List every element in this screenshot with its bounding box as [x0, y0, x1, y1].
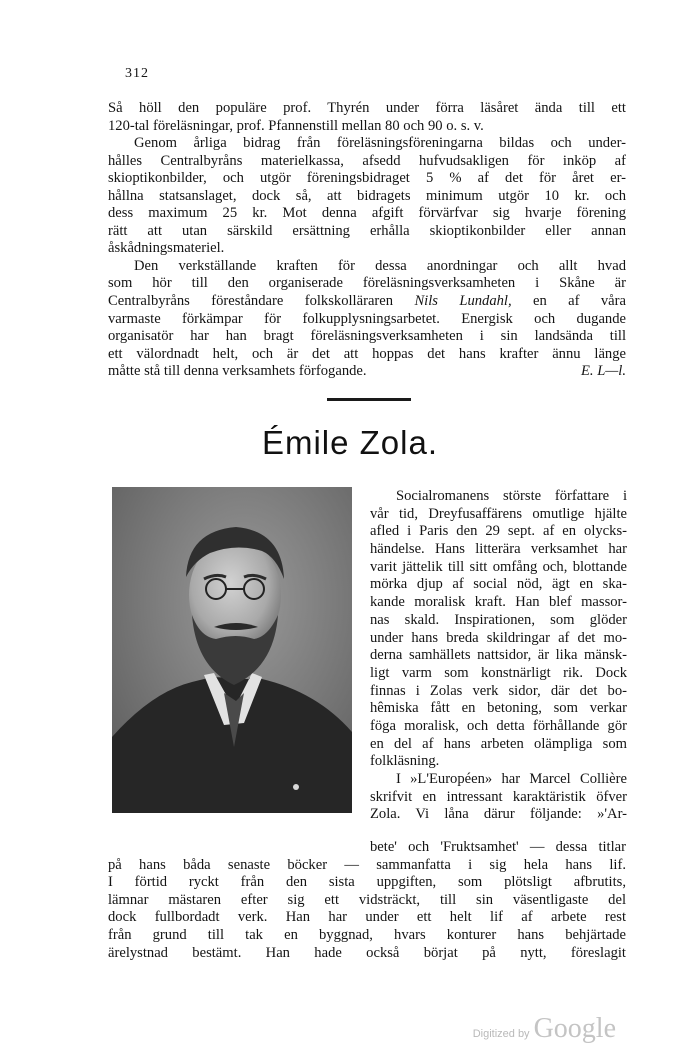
- section-divider: [327, 398, 411, 401]
- text-line: skrifvit en intressant karaktäristik öfver: [370, 788, 627, 805]
- text-line: rätt att utan särskild ersättning erhålla skioptikonbilder eller annan: [108, 222, 626, 239]
- page-number: 312: [125, 66, 149, 81]
- text-line: nas skald. Inspirationen, som glöder: [370, 611, 627, 628]
- text-line: ett välordnadt helt, och är det att hoppas det hans krafter ännu länge: [108, 345, 626, 362]
- text-line: Zola. Vi låna därur följande: »'Ar-: [370, 806, 627, 823]
- text-fragment: en af våra: [533, 293, 626, 310]
- text-line: Den verkställande kraften för dessa anordningar och allt hvad: [134, 257, 626, 274]
- text-line: derna samhällets nattsidor, är lika mänsk-: [370, 647, 627, 664]
- text-line: hålles Centralbyråns materielkassa, afsedd hufvudsakligen för inköp af: [108, 152, 626, 169]
- text-line: varmaste förkämpar för folkupplysningsarbetet. Energisk och dugande: [108, 310, 626, 327]
- text-line: Socialromanens störste författare i: [396, 488, 627, 504]
- text-line: under hans breda skildringar af det mo-: [370, 629, 627, 646]
- text-line: dess maximum 25 kr. Mot denna afgift förvärfvar sig hvarje förening: [108, 205, 626, 222]
- text-line: mörka djup af social nöd, ägt en ska-: [370, 576, 627, 593]
- text-line: föga moralisk, och detta förhållande gör: [370, 717, 627, 734]
- text-line: hêmiska fått en betoning, som verkar: [370, 700, 627, 717]
- text-line: Genom årliga bidrag från föreläsningsföreningarna bildas och under-: [134, 135, 626, 152]
- text-line: afled i Paris den 29 sept. af en olycks-: [370, 523, 627, 540]
- text-line: hållna statsanslaget, dock så, att bidragets minimum utgör 10 kr. och: [108, 187, 626, 204]
- article-body-wrapped: [370, 488, 627, 824]
- text-line: ligt varm som konstnärligt rik. Dock: [370, 664, 627, 681]
- text-line: skioptikonbilder, och utgör föreningsbidraget 5 % af det för året er-: [108, 170, 626, 187]
- text-line: Så höll den populäre prof. Thyrén under förra läsåret ända till ett: [108, 100, 626, 116]
- author-signature: E. L—l.: [580, 363, 626, 380]
- text-line: finnas i Zolas verk sidor, där det bo-: [370, 682, 627, 699]
- text-line: dock fullbordadt verk. Han har under ett helt lif af arbete rest: [108, 909, 626, 926]
- text-line: från grund till tak en byggnad, hvars konturer hans behjärtade: [108, 926, 626, 943]
- portrait-illustration: [112, 487, 352, 813]
- google-logo: Google: [533, 1013, 616, 1044]
- text-line: lämnar mästaren efter sig ett vidsträckt, till sin väsentligaste del: [108, 891, 626, 908]
- text-line: en del af hans arbeten olämpliga som: [370, 735, 627, 752]
- intro-paragraphs: [108, 100, 626, 381]
- signature-line: [108, 363, 626, 381]
- text-line: som hör till den organiserade föreläsningsverksamheten i Skåne är: [108, 275, 626, 292]
- portrait-photo: [112, 487, 352, 813]
- text-line: på hans båda senaste böcker — sammanfatta i sig hela hans lif.: [108, 856, 626, 873]
- person-name: Nils Lundahl,: [414, 293, 512, 310]
- article-title: Émile Zola.: [261, 424, 439, 461]
- text-line-with-name: [108, 293, 626, 311]
- text-line: I »L'Européen» har Marcel Collière: [396, 771, 627, 787]
- text-line: folkläsning.: [370, 753, 440, 770]
- text-line: bete' och 'Fruktsamhet' — dessa titlar: [370, 839, 626, 855]
- text-line: kande moralisk kraft. Han blef massor-: [370, 594, 627, 611]
- text-line: ärelystnad bestämt. Han hade också börjat på nytt, föreslagit: [108, 944, 626, 961]
- article-body-full-width: [108, 839, 626, 962]
- text-line: I förtid ryckt från den sista uppgiften, som plötsligt afbrutits,: [108, 874, 626, 891]
- text-line: organisatör har han bragt föreläsningsverksamheten i sin landsända till: [108, 328, 626, 345]
- text-line: vår tid, Dreyfusaffärens omutlige hjälte: [370, 505, 627, 522]
- text-fragment: Centralbyråns föreståndare folkskolläraren: [108, 293, 394, 310]
- text-fragment: måtte stå till denna verksamhets förfogande.: [108, 363, 367, 380]
- text-line: händelse. Hans litterära verksamhet har: [370, 541, 627, 558]
- digitized-watermark: [473, 1013, 616, 1045]
- text-line: åskådningsmateriel.: [108, 240, 225, 257]
- text-line: varit jättelik till sitt omfång och, blottande: [370, 558, 627, 575]
- watermark-text: Digitized by: [472, 1028, 530, 1040]
- text-line: 120-tal föreläsningar, prof. Pfannenstill mellan 80 och 90 o. s. v.: [108, 117, 484, 134]
